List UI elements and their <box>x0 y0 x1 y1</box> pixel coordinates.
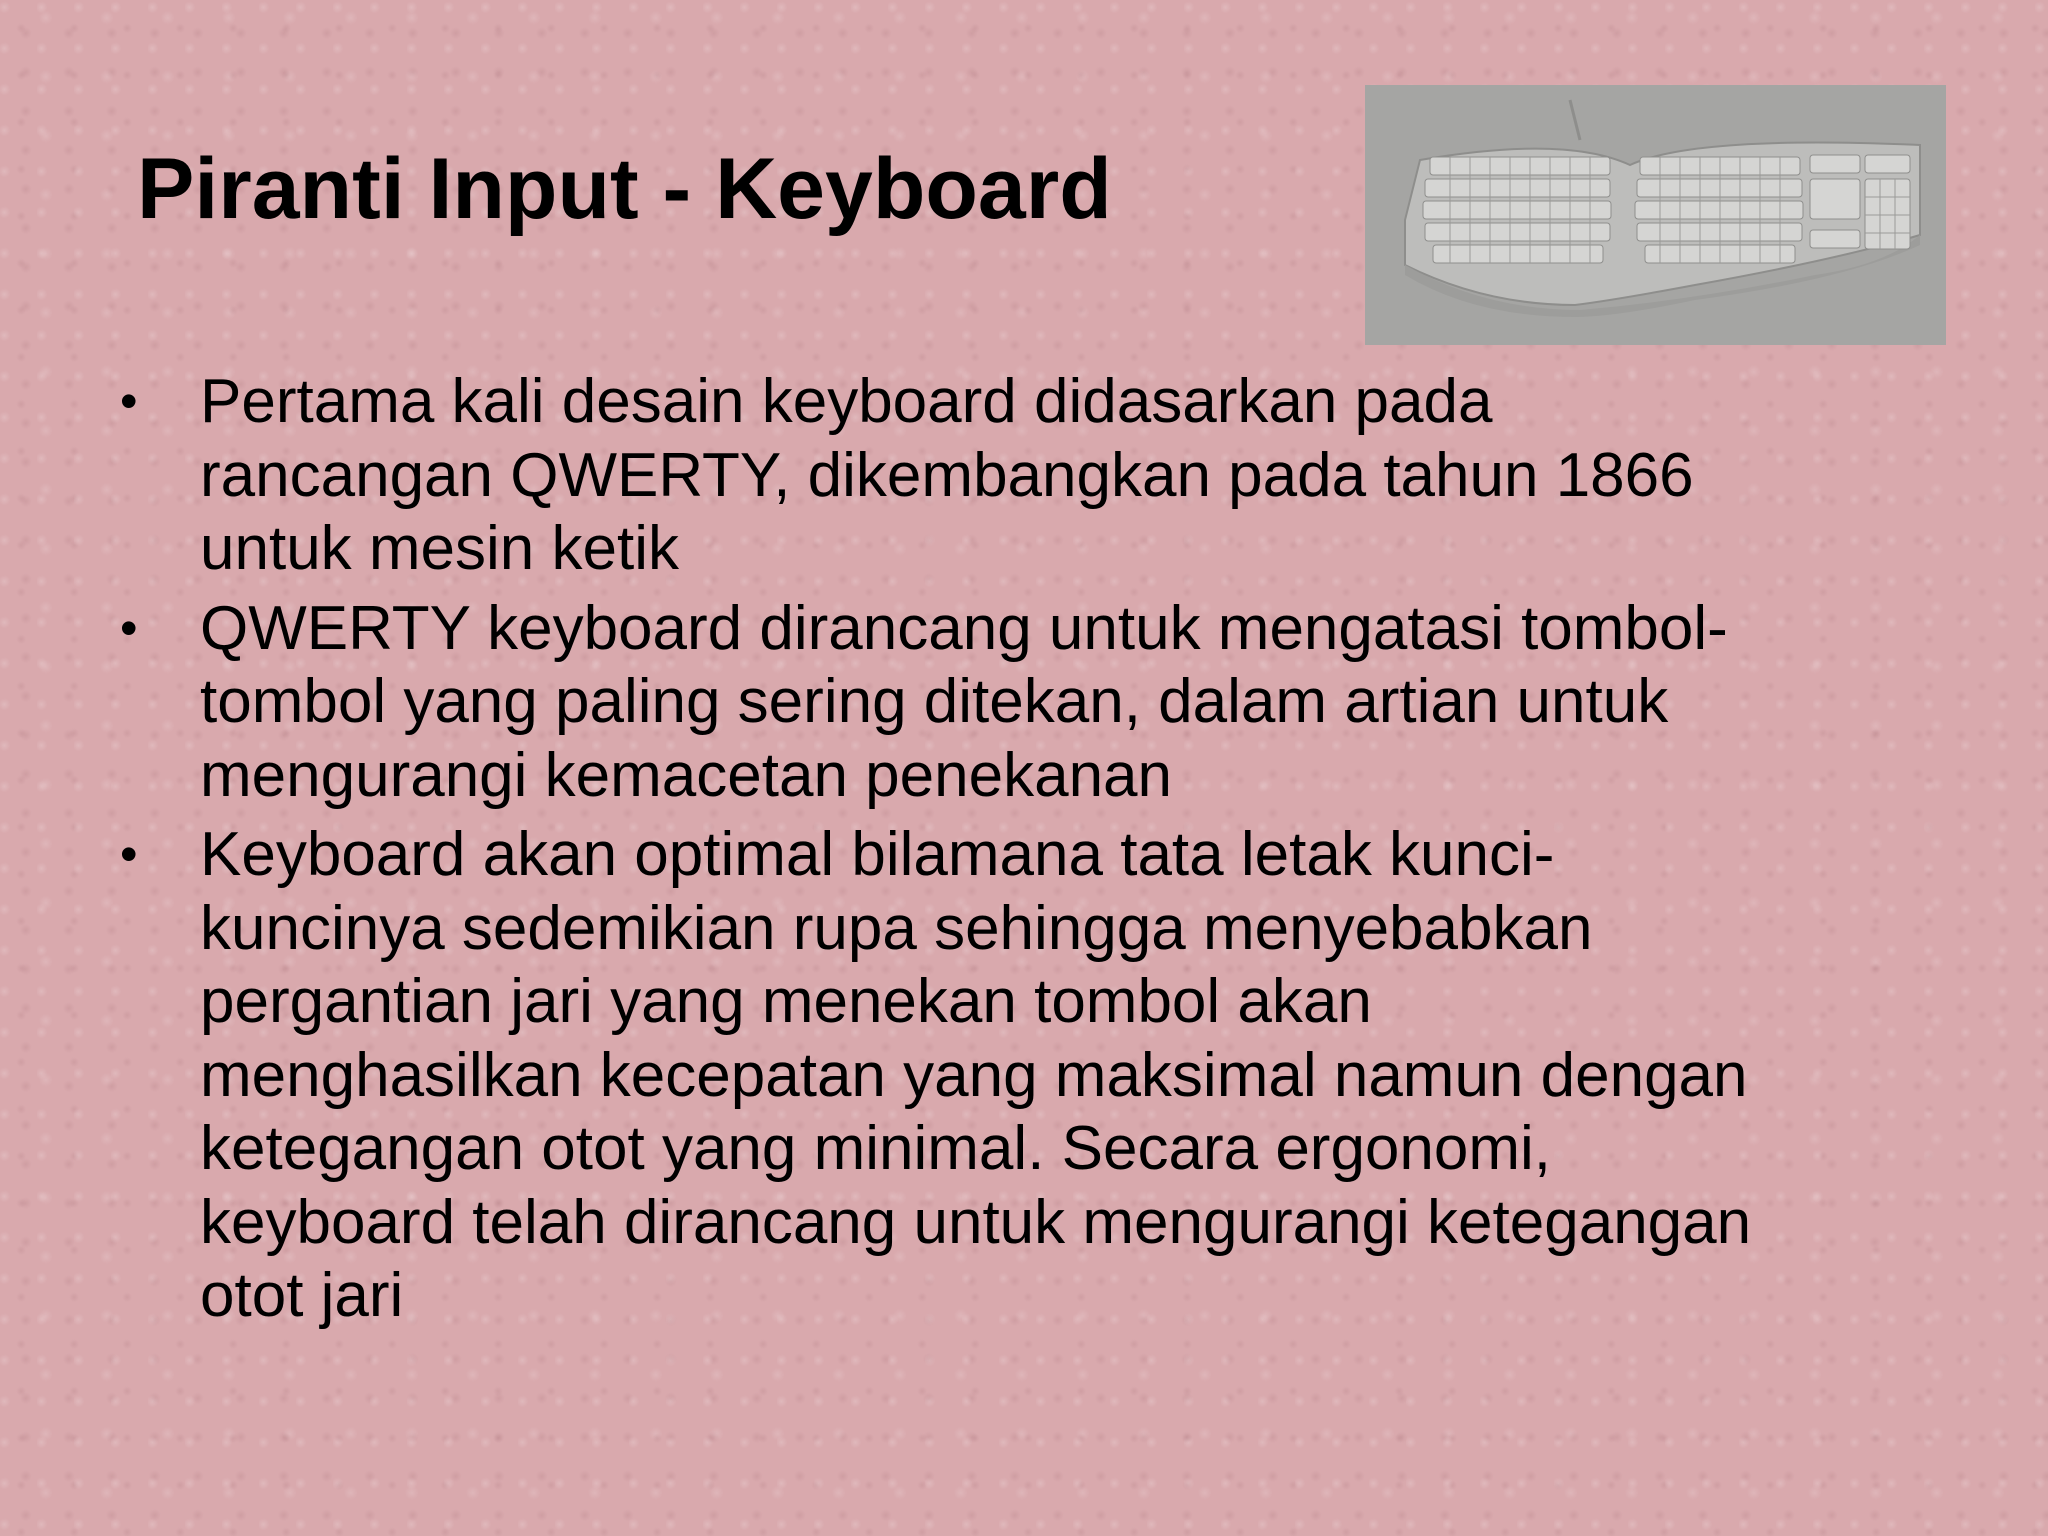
bullet-line: mengurangi kemacetan penekanan <box>200 740 1173 810</box>
bullet-line: rancangan QWERTY, dikembangkan pada tahun 1866 <box>200 440 1694 510</box>
bullet-item-2 <box>120 592 1920 813</box>
bullet-line: QWERTY keyboard dirancang untuk mengatasi tombol- <box>200 593 1728 663</box>
bullet-item-1 <box>120 365 1920 586</box>
slide-title: Piranti Input - Keyboard <box>137 141 1112 237</box>
bullet-line: kuncinya sedemikian rupa sehingga menyebabkan <box>200 893 1593 963</box>
bullet-marker: • <box>120 826 138 882</box>
bullet-line: Keyboard akan optimal bilamana tata letak kunci- <box>200 820 1555 889</box>
bullet-line: keyboard telah dirancang untuk mengurangi ketegangan <box>200 1187 1752 1257</box>
bullet-line: untuk mesin ketik <box>200 514 679 583</box>
bullet-line: ketegangan otot yang minimal. Secara ergonomi, <box>200 1114 1552 1183</box>
bullet-marker: • <box>120 599 138 656</box>
bullet-line: menghasilkan kecepatan yang maksimal namun dengan <box>200 1040 1748 1110</box>
bullet-item-3 <box>120 818 1920 1333</box>
keyboard-image <box>1365 85 1946 345</box>
bullet-line: tombol yang paling sering ditekan, dalam artian untuk <box>200 667 1669 736</box>
bullet-line: pergantian jari yang menekan tombol akan <box>200 967 1372 1036</box>
bullet-marker: • <box>120 373 138 429</box>
bullet-line: Pertama kali desain keyboard didasarkan pada <box>200 367 1493 436</box>
bullet-line: otot jari <box>200 1261 404 1330</box>
ergonomic-keyboard-icon <box>1365 85 1946 345</box>
bullet-list <box>120 365 1920 1339</box>
